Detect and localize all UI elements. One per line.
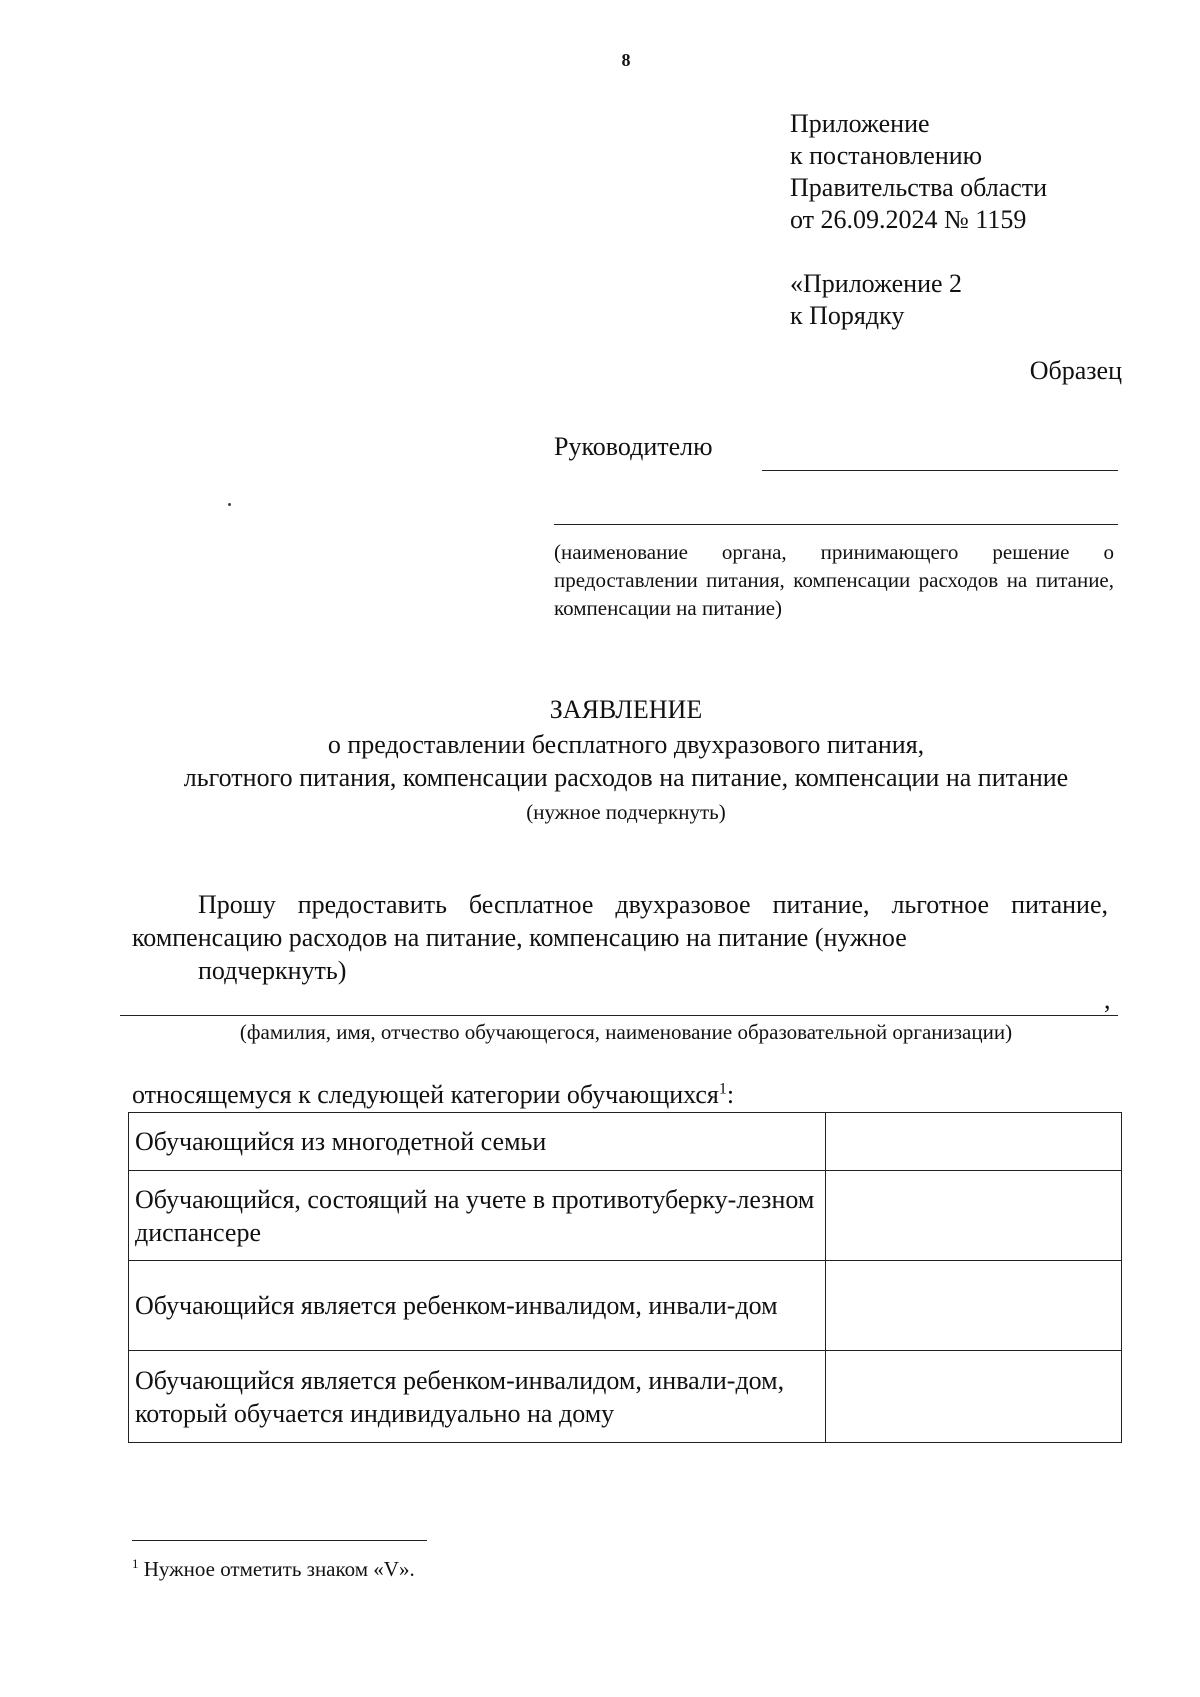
category-intro-text: относящемуся к следующей категории обучающихся [132,1080,719,1109]
category-label: Обучающийся из многодетной семьи [129,1113,826,1171]
category-checkbox-cell[interactable] [826,1351,1122,1443]
category-table [128,1112,1122,1443]
student-info-note: (фамилия, имя, отчество обучающегося, наименование образовательной организации) [239,1020,1013,1044]
addressee-label: Руководителю [554,432,713,461]
appendix-line: Приложение [790,109,930,138]
document-subtitle-line1: о предоставлении бесплатного двухразового питания, [327,730,925,759]
footnote [132,1556,415,1582]
sample-label: Образец [1029,356,1122,385]
addressee-organ-line[interactable] [554,524,1118,525]
footnote-separator [132,1540,427,1541]
category-row [129,1113,1122,1171]
category-checkbox-cell[interactable] [826,1261,1122,1351]
student-line-comma: , [1104,985,1111,1014]
appendix2-line: «Приложение 2 [790,269,963,298]
category-checkbox-cell[interactable] [826,1171,1122,1261]
document-subtitle-note: (нужное подчеркнуть) [526,800,726,824]
student-info-line[interactable] [120,1015,1118,1016]
category-row [129,1261,1122,1351]
appendix-line: к постановлению [790,141,983,170]
category-intro [132,1080,734,1110]
category-checkbox-cell[interactable] [826,1113,1122,1171]
category-label: Обучающийся, состоящий на учете в противотуберку-лезном диспансере [129,1171,826,1261]
request-text: Прошу предоставить бесплатное двухразовое питание, льготное питание, компенсацию расходов на питание, компенсацию на питание (нужное [132,890,1108,952]
addressee-organ-note: (наименование органа, принимающего решение о предоставлении питания, компенсации расходов на питание, компенсации на питание) [554,540,1114,620]
appendix-line: Правительства области [790,173,1048,202]
appendix-header [790,108,1047,236]
appendix2-line: к Порядку [790,301,905,330]
category-label: Обучающийся является ребенком-инвалидом, инвали-дом [129,1261,826,1351]
document-subtitle-line2: льготного питания, компенсации расходов на питание, компенсации на питание [183,763,1069,792]
footnote-ref: 1 [718,1080,727,1098]
page-number: 8 [621,50,631,70]
appendix-line: от 26.09.2024 № 1159 [790,205,1027,234]
request-paragraph [132,888,1108,987]
category-label: Обучающийся является ребенком-инвалидом, инвали-дом, который обучается индивидуально на дому [129,1351,826,1443]
category-colon: : [726,1080,735,1109]
category-row [129,1351,1122,1443]
addressee-name-line[interactable] [762,470,1118,471]
request-last-line: подчеркнуть) [198,956,347,985]
document-title: ЗАЯВЛЕНИЕ [549,695,703,724]
footnote-mark: 1 [132,1556,139,1571]
category-row [129,1171,1122,1261]
scan-speck [228,503,231,506]
footnote-text: Нужное отметить знаком «V». [143,1557,415,1581]
appendix2-header [790,268,962,332]
